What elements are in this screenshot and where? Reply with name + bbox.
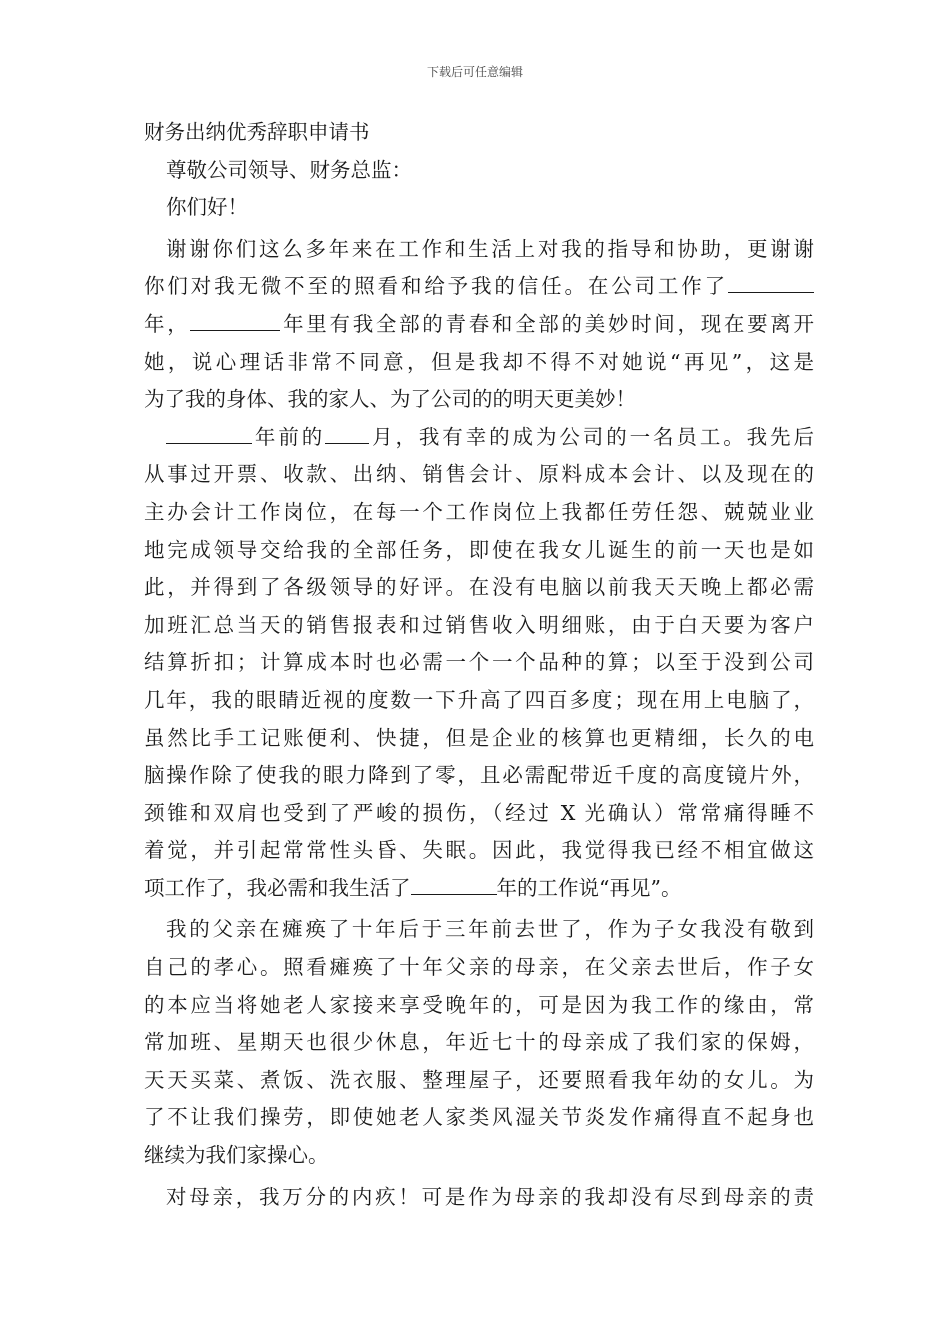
p2-line-2: 从事过开票、收款、出纳、销售会计、原料成本会计、以及现在的: [144, 462, 814, 487]
p2-line-13: [144, 870, 814, 908]
p2-line-7: 结算折扣；计算成本时也必需一个一个品种的算；以至于没到公司: [144, 650, 814, 675]
start-year-blank: [166, 419, 252, 444]
p2-line-1-text-b: 月，我有幸的成为公司的一名员工。我先后: [369, 424, 815, 449]
p1-line-3: [144, 306, 814, 344]
paragraph-2: [144, 419, 814, 908]
document-title: 财务出纳优秀辞职申请书: [144, 120, 370, 144]
p2-line-13-text-a: 项工作了，我必需和我生活了: [144, 875, 411, 900]
month-blank: [325, 419, 369, 444]
p1-line-3-text-a: 年，: [144, 311, 191, 336]
years-blank: [728, 268, 814, 293]
p2-line-13-text-b: 年的工作说“再见”。: [496, 875, 682, 900]
greeting: 你们好！: [166, 195, 248, 220]
p2-line-5: 此，并得到了各级领导的好评。在没有电脑以前我天天晚上都必需: [144, 575, 814, 600]
p1-line-4: 她，说心理话非常不同意，但是我却不得不对她说“再见”，这是: [144, 349, 814, 374]
p3-line-4: 常加班、星期天也很少休息，年近七十的母亲成了我们家的保姆，: [144, 1030, 814, 1055]
paragraph-1: [144, 231, 814, 419]
paragraph-3: [144, 911, 814, 1174]
p3-line-3: 的本应当将她老人家接来享受晚年的，可是因为我工作的缘由，常: [144, 992, 814, 1017]
p3-line-7: 继续为我们家操心。: [144, 1143, 329, 1168]
p1-line-1: 谢谢你们这么多年来在工作和生活上对我的指导和协助，更谢谢: [166, 236, 814, 261]
p2-line-10: 脑操作除了使我的眼力降到了零，且必需配带近千度的高度镜片外，: [144, 763, 814, 788]
p2-line-12: 着觉，并引起常常性头昏、失眠。因此，我觉得我已经不相宜做这: [144, 838, 814, 863]
salutation: 尊敬公司领导、财务总监：: [166, 157, 412, 182]
letter-body: [144, 114, 814, 1216]
p1-line-3-text-b: 年里有我全部的青春和全部的美妙时间，现在要离开: [280, 311, 815, 336]
p2-line-4: 地完成领导交给我的全部任务，即使在我女儿诞生的前一天也是如: [144, 537, 814, 562]
p2-line-8: 几年，我的眼睛近视的度数一下升高了四百多度；现在用上电脑了，: [144, 687, 814, 712]
p3-line-2: 自己的孝心。照看瘫痪了十年父亲的母亲，在父亲去世后，作子女: [144, 955, 814, 980]
p1-line-5: 为了我的身体、我的家人、为了公司的的明天更美妙！: [144, 387, 636, 412]
p1-line-2: [144, 268, 814, 306]
work-years-blank: [411, 870, 497, 895]
p3-line-1: 我的父亲在瘫痪了十年后于三年前去世了，作为子女我没有敬到: [166, 917, 814, 942]
p2-line-3: 主办会计工作岗位，在每一个工作岗位上我都任劳任怨、兢兢业业: [144, 499, 814, 524]
p1-line-2-text: 你们对我无微不至的照看和给予我的信任。在公司工作了: [144, 274, 728, 299]
p2-line-11: 颈锥和双肩也受到了严峻的损伤，（经过 X 光确认）常常痛得睡不: [144, 800, 814, 825]
p3-line-6: 了不让我们操劳，即使她老人家类风湿关节炎发作痛得直不起身也: [144, 1105, 814, 1130]
page-header-note: 下载后可任意编辑: [426, 65, 523, 79]
p2-line-9: 虽然比手工记账便利、快捷，但是企业的核算也更精细，长久的电: [144, 725, 814, 750]
p2-line-1: [144, 419, 814, 457]
p3-line-5: 天天买菜、煮饭、洗衣服、整理屋子，还要照看我年幼的女儿。为: [144, 1067, 814, 1092]
p2-line-1-text-a: 年前的: [252, 424, 326, 449]
paragraph-4: [144, 1179, 814, 1217]
p2-line-6: 加班汇总当天的销售报表和过销售收入明细账，由于白天要为客户: [144, 612, 814, 637]
p4-line-1: 对母亲，我万分的内疚！可是作为母亲的我却没有尽到母亲的责: [166, 1184, 814, 1209]
years-blank-2: [190, 306, 280, 331]
